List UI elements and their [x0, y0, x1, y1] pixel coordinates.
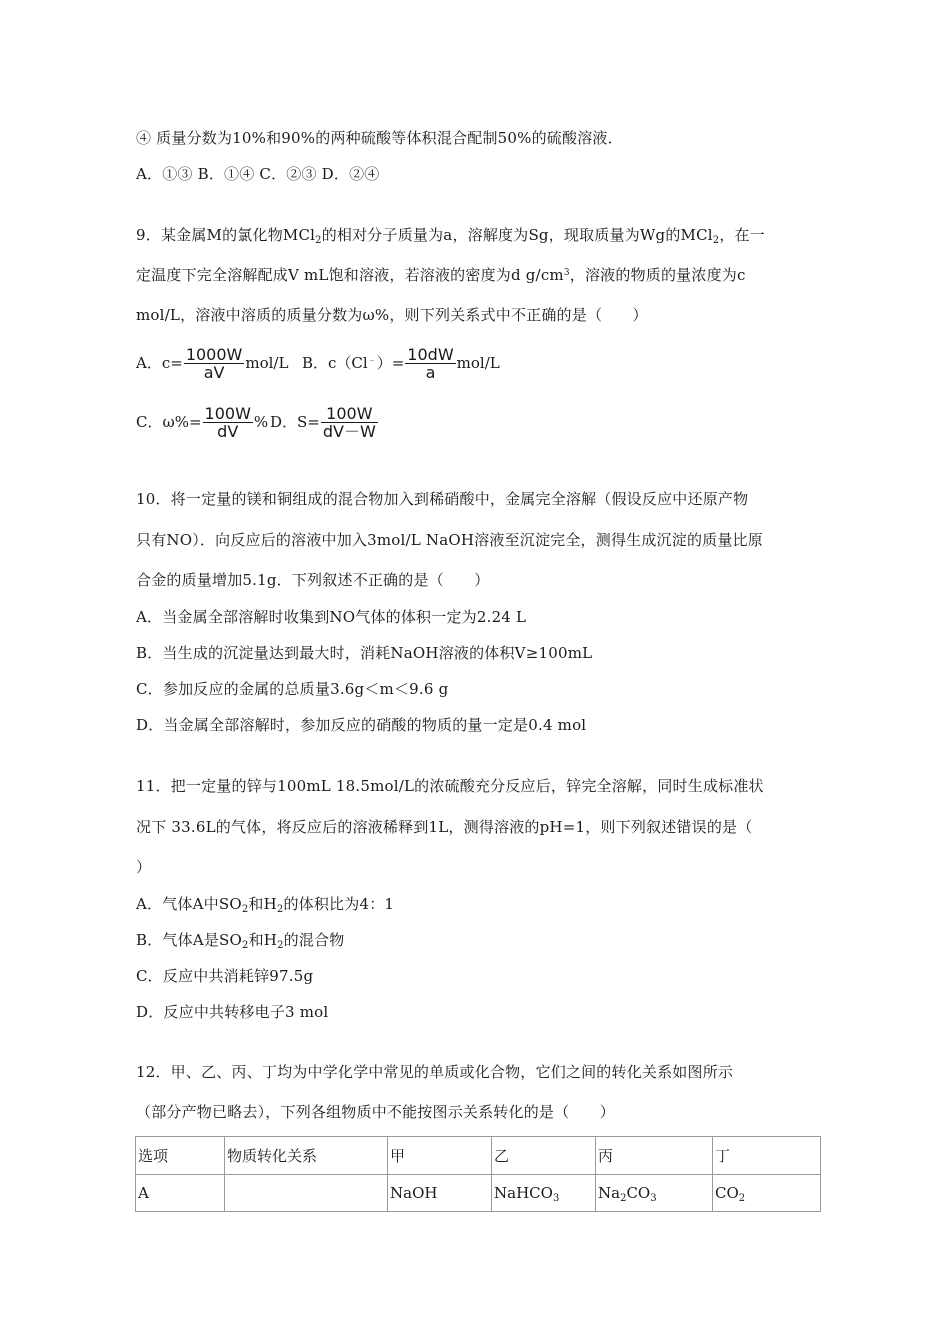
fraction: $\frac{100W}{dV-W}$ — [322, 404, 376, 441]
q11-option-a: A．气体A中$SO_2$和$H_2$的体积比为4：1 — [136, 895, 395, 915]
q9-stem-line3: mol/L，溶液中溶质的质量分数为ω%，则下列关系式中不正确的是（ ） — [136, 306, 648, 324]
header-cell: 物质转化关系 — [225, 1137, 388, 1175]
q10-option-c: C．参加反应的金属的总质量3.6g＜m＜9.6 g — [136, 680, 449, 698]
header-cell: 甲 — [388, 1137, 492, 1175]
q9-option-b: B．c（Cl﹣）= $\frac{10dW}{a}$ mol/L — [302, 345, 500, 382]
q9-option-d: D．S= $\frac{100W}{dV-W}$ — [270, 404, 376, 441]
q10-option-b: B．当生成的沉淀量达到最大时，消耗NaOH溶液的体积V≥100mL — [136, 644, 593, 662]
table-cell: $Na_2CO_3$ — [596, 1175, 713, 1212]
q12-stem-line1: 12．甲、乙、丙、丁均为中学化学中常见的单质或化合物，它们之间的转化关系如图所示 — [136, 1063, 734, 1081]
q10-option-a: A．当金属全部溶解时收集到NO气体的体积一定为2.24 L — [136, 608, 527, 626]
table-cell: $CO_2$ — [713, 1175, 821, 1212]
fraction: $\frac{10dW}{a}$ — [407, 345, 454, 382]
q10-stem-line1: 10．将一定量的镁和铜组成的混合物加入到稀硝酸中，金属完全溶解（假设反应中还原产物 — [136, 490, 749, 508]
header-cell: 丁 — [713, 1137, 821, 1175]
q8-choices: A．①③ B．①④ C．②③ D．②④ — [136, 165, 380, 183]
q12-table — [135, 1136, 821, 1212]
table-row — [136, 1175, 821, 1212]
q11-stem-line1: 11．把一定量的锌与100mL 18.5mol/L的浓硫酸充分反应后，锌完全溶解，同时生成标准状 — [136, 777, 764, 795]
q9-stem-line1: 9．某金属M的氯化物MCl$_2$的相对分子质量为a，溶解度为Sg，现取质量为Wg的MCl$_2$，在一 — [136, 226, 765, 246]
q11-stem-line3: ） — [136, 858, 152, 876]
q9-option-c: C．ω%= $\frac{100W}{dV}$ % — [136, 404, 269, 441]
q12-stem-line2: （部分产物已略去），下列各组物质中不能按图示关系转化的是（ ） — [136, 1103, 615, 1121]
fraction: $\frac{1000W}{aV}$ — [185, 345, 243, 382]
table-header-row — [136, 1137, 821, 1175]
header-cell: 乙 — [492, 1137, 596, 1175]
q11-stem-line2: 况下 33.6L的气体，将反应后的溶液稀释到1L，测得溶液的pH=1，则下列叙述错误的是（ — [136, 818, 753, 836]
fraction: $\frac{100W}{dV}$ — [204, 404, 251, 441]
table-cell: A — [136, 1175, 225, 1212]
table-cell — [225, 1175, 388, 1212]
header-cell: 选项 — [136, 1137, 225, 1175]
q8-item-4: ④ 质量分数为10%和90%的两种硫酸等体积混合配制50%的硫酸溶液． — [136, 129, 623, 147]
q11-option-d: D．反应中共转移电子3 mol — [136, 1003, 329, 1021]
header-cell: 丙 — [596, 1137, 713, 1175]
q11-option-b: B．气体A是$SO_2$和$H_2$的混合物 — [136, 931, 345, 951]
q11-option-c: C．反应中共消耗锌97.5g — [136, 967, 314, 985]
q10-option-d: D．当金属全部溶解时，参加反应的硝酸的物质的量一定是0.4 mol — [136, 716, 587, 734]
q10-stem-line2: 只有NO）．向反应后的溶液中加入3mol/L NaOH溶液至沉淀完全，测得生成沉淀的质量比原 — [136, 531, 763, 549]
q10-stem-line3: 合金的质量增加5.1g．下列叙述不正确的是（ ） — [136, 571, 490, 589]
table-cell: NaOH — [388, 1175, 492, 1212]
q9-option-a: A．c= $\frac{1000W}{aV}$ mol/L — [136, 345, 289, 382]
table-cell: NaHCO$_3$ — [492, 1175, 596, 1212]
q9-stem-line2: 定温度下完全溶解配成V mL饱和溶液，若溶液的密度为d $g/cm^3$，溶液的物质的量浓度为c — [136, 266, 746, 284]
